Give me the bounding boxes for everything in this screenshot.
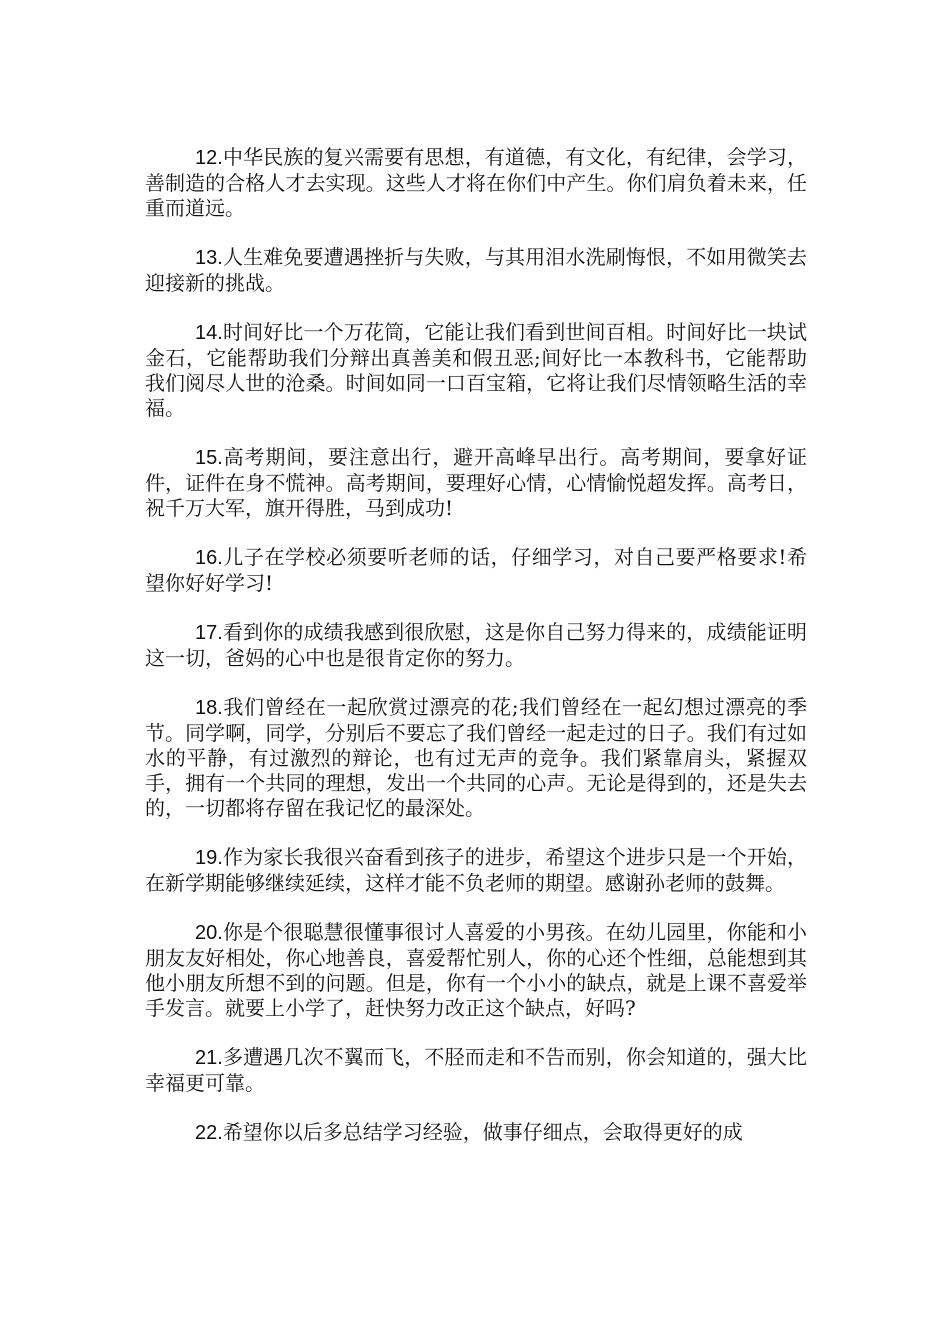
- paragraph-text: 人生难免要遭遇挫折与失败，与其用泪水洗刷悔恨，不如用微笑去迎接新的挑战。: [145, 245, 807, 295]
- paragraph-12: [145, 145, 807, 221]
- paragraph-text: 多遭遇几次不翼而飞，不胫而走和不告而别，你会知道的，强大比幸福更可靠。: [145, 1045, 807, 1095]
- paragraph-number: 19.: [195, 847, 223, 869]
- paragraph-number: 22.: [195, 1122, 223, 1144]
- paragraph-22: [145, 1120, 807, 1146]
- paragraph-number: 18.: [195, 697, 223, 719]
- paragraph-text: 看到你的成绩我感到很欣慰，这是你自己努力得来的，成绩能证明这一切，爸妈的心中也是很肯定你的努力。: [145, 620, 807, 670]
- paragraph-15: [145, 445, 807, 521]
- paragraph-text: 高考期间，要注意出行，避开高峰早出行。高考期间，要拿好证件，证件在身不慌神。高考期间，要理好心情，心情愉悦超发挥。高考日，祝千万大军，旗开得胜，马到成功!: [145, 445, 807, 520]
- paragraph-number: 14.: [195, 322, 223, 344]
- paragraph-text: 时间好比一个万花筒，它能让我们看到世间百相。时间好比一块试金石，它能帮助我们分辩出真善美和假丑恶;间好比一本教科书，它能帮助我们阅尽人世的沧桑。时间如同一口百宝箱，它将让我们尽情领略生活的幸福。: [145, 320, 807, 420]
- document-body: [145, 145, 807, 1170]
- paragraph-number: 12.: [195, 147, 223, 169]
- paragraph-18: [145, 695, 807, 821]
- paragraph-number: 16.: [195, 547, 223, 569]
- paragraph-number: 21.: [195, 1047, 223, 1069]
- paragraph-14: [145, 320, 807, 421]
- paragraph-number: 13.: [195, 247, 223, 269]
- paragraph-text: 我们曾经在一起欣赏过漂亮的花;我们曾经在一起幻想过漂亮的季节。同学啊，同学，分别后不要忘了我们曾经一起走过的日子。我们有过如水的平静，有过激烈的辩论，也有过无声的竞争。我们紧靠肩头，紧握双手，拥有一个共同的理想，发出一个共同的心声。无论是得到的，还是失去的，一切都将存留在我记忆的最深处。: [145, 695, 807, 820]
- paragraph-19: [145, 845, 807, 896]
- paragraph-17: [145, 620, 807, 671]
- paragraph-number: 17.: [195, 622, 223, 644]
- paragraph-text: 儿子在学校必须要听老师的话，仔细学习，对自己要严格要求!希望你好好学习!: [145, 545, 807, 595]
- paragraph-number: 20.: [195, 922, 223, 944]
- paragraph-21: [145, 1045, 807, 1096]
- paragraph-text: 作为家长我很兴奋看到孩子的进步，希望这个进步只是一个开始，在新学期能够继续延续，这样才能不负老师的期望。感谢孙老师的鼓舞。: [145, 845, 807, 895]
- paragraph-text: 中华民族的复兴需要有思想，有道德，有文化，有纪律，会学习，善制造的合格人才去实现。这些人才将在你们中产生。你们肩负着未来，任重而道远。: [145, 145, 807, 220]
- paragraph-number: 15.: [195, 447, 223, 469]
- paragraph-13: [145, 245, 807, 296]
- paragraph-16: [145, 545, 807, 596]
- paragraph-20: [145, 920, 807, 1021]
- paragraph-text: 希望你以后多总结学习经验，做事仔细点，会取得更好的成: [222, 1120, 743, 1144]
- paragraph-text: 你是个很聪慧很懂事很讨人喜爱的小男孩。在幼儿园里，你能和小朋友友好相处，你心地善良，喜爱帮忙别人，你的心还个性细，总能想到其他小朋友所想不到的问题。但是，你有一个小小的缺点，就是上课不喜爱举手发言。就要上小学了，赶快努力改正这个缺点，好吗?: [145, 920, 807, 1020]
